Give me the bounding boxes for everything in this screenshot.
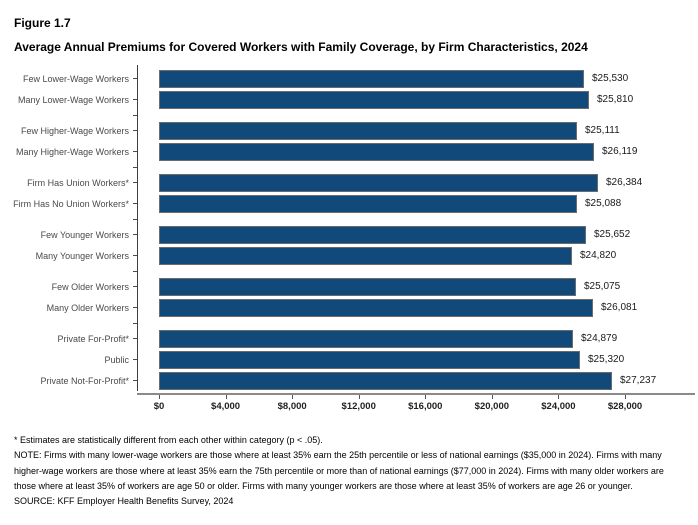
bar-row: [0, 68, 698, 89]
plot-row: [137, 143, 698, 161]
bar: [159, 351, 580, 369]
plot-row: [137, 278, 698, 296]
value-label: $25,320: [588, 354, 625, 365]
bar-row: [0, 120, 698, 141]
x-tick-label: $28,000: [607, 401, 643, 412]
x-axis: [137, 391, 695, 421]
plot-row: [137, 247, 698, 265]
x-tick: [558, 395, 559, 399]
bar-row: [0, 193, 698, 214]
plot-row: [137, 195, 698, 213]
x-tick-label: $16,000: [408, 401, 443, 412]
bar: [159, 70, 584, 88]
figure-header: [0, 0, 698, 58]
plot-row: [137, 174, 698, 192]
plot-row: [137, 70, 698, 88]
bar-group-younger: [0, 224, 698, 266]
value-label: $25,075: [584, 281, 621, 292]
category-label: Public: [104, 354, 129, 365]
bar: [159, 143, 594, 161]
plot-row: [137, 122, 698, 140]
bar-chart: [0, 65, 698, 421]
bar-row: [0, 297, 698, 318]
x-tick: [425, 395, 426, 399]
x-tick-label: $4,000: [211, 401, 241, 412]
bar-row: [0, 172, 698, 193]
x-tick: [492, 395, 493, 399]
footnote-source: SOURCE: KFF Employer Health Benefits Survey, 2024: [14, 496, 234, 507]
x-tick-label: $12,000: [341, 401, 376, 412]
bar-row: [0, 89, 698, 110]
bar-row: [0, 245, 698, 266]
bar-row: [0, 370, 698, 391]
value-label: $25,652: [594, 229, 631, 240]
category-label: Few Lower-Wage Workers: [22, 73, 129, 84]
category-label: Few Higher-Wage Workers: [20, 125, 129, 136]
plot-row: [137, 91, 698, 109]
value-label: $25,810: [597, 94, 634, 105]
footnote-note: NOTE: Firms with many lower-wage workers are those where at least 35% earn the 25th percentile or less of national earnings ($35,000 in 2024). Firms with many higher-wage workers are those where at least 35% earn the 75th percentile or more than of national earnings ($77,000 in 2024). Firms with many older workers are those where at least 35% of workers are age 50 or older. Firms with many younger workers are those where at least 35% of workers are age 26 or younger.: [14, 450, 664, 491]
x-tick-label: $8,000: [277, 401, 307, 412]
value-label: $25,530: [592, 73, 629, 84]
category-label: Private For-Profit*: [57, 333, 129, 344]
group-gap: [0, 162, 698, 172]
x-tick-label: $24,000: [541, 401, 576, 412]
group-gap: [0, 214, 698, 224]
value-label: $26,384: [606, 177, 643, 188]
plot-row: [137, 226, 698, 244]
value-label: $26,081: [601, 302, 638, 313]
bar: [159, 195, 577, 213]
bar: [159, 247, 572, 265]
bar: [159, 372, 612, 390]
footnote-asterisk: * Estimates are statistically different from each other within category (p < .05).: [14, 435, 323, 445]
bar: [159, 330, 573, 348]
category-label: Many Lower-Wage Workers: [17, 94, 129, 105]
value-label: $25,088: [585, 198, 622, 209]
group-gap: [0, 318, 698, 328]
bar-group-union: [0, 172, 698, 214]
x-tick: [226, 395, 227, 399]
bar-row: [0, 276, 698, 297]
category-label: Few Older Workers: [51, 281, 129, 292]
x-axis-line: [137, 393, 695, 395]
figure-title: Average Annual Premiums for Covered Workers with Family Coverage, by Firm Characteristics, 2024: [14, 40, 588, 54]
x-tick-label: $20,000: [474, 401, 510, 412]
value-label: $24,879: [581, 333, 618, 344]
value-label: $27,237: [620, 375, 657, 386]
x-tick: [159, 395, 160, 399]
plot-row: [137, 372, 698, 390]
plot-row: [137, 330, 698, 348]
category-label: Firm Has Union Workers*: [27, 177, 129, 188]
category-label: Private Not-For-Profit*: [40, 375, 129, 386]
category-label: Many Older Workers: [46, 302, 129, 313]
x-tick: [292, 395, 293, 399]
group-gap: [0, 110, 698, 120]
bar: [159, 299, 593, 317]
plot-row: [137, 351, 698, 369]
chart-panel: [0, 65, 698, 391]
bar-row: [0, 224, 698, 245]
x-tick: [359, 395, 360, 399]
bar-group-lower-wage: [0, 68, 698, 110]
bar: [159, 226, 586, 244]
figure-number: Figure 1.7: [14, 16, 71, 30]
bar-row: [0, 349, 698, 370]
x-tick: [625, 395, 626, 399]
category-label: Many Younger Workers: [35, 250, 129, 261]
value-label: $26,119: [602, 146, 638, 157]
category-label: Few Younger Workers: [40, 229, 129, 240]
footnotes: [0, 421, 698, 509]
category-label: Firm Has No Union Workers*: [13, 198, 129, 209]
value-label: $25,111: [585, 125, 620, 136]
category-label: Many Higher-Wage Workers: [15, 146, 129, 157]
bar-row: [0, 141, 698, 162]
bar-group-ownership: [0, 328, 698, 391]
bar: [159, 174, 598, 192]
plot-row: [137, 299, 698, 317]
value-label: $24,820: [580, 250, 617, 261]
bar: [159, 122, 577, 140]
group-gap: [0, 266, 698, 276]
bar: [159, 278, 576, 296]
x-tick-label: $0: [153, 401, 165, 412]
bar-group-older: [0, 276, 698, 318]
bar-row: [0, 328, 698, 349]
bar-group-higher-wage: [0, 120, 698, 162]
bar: [159, 91, 589, 109]
